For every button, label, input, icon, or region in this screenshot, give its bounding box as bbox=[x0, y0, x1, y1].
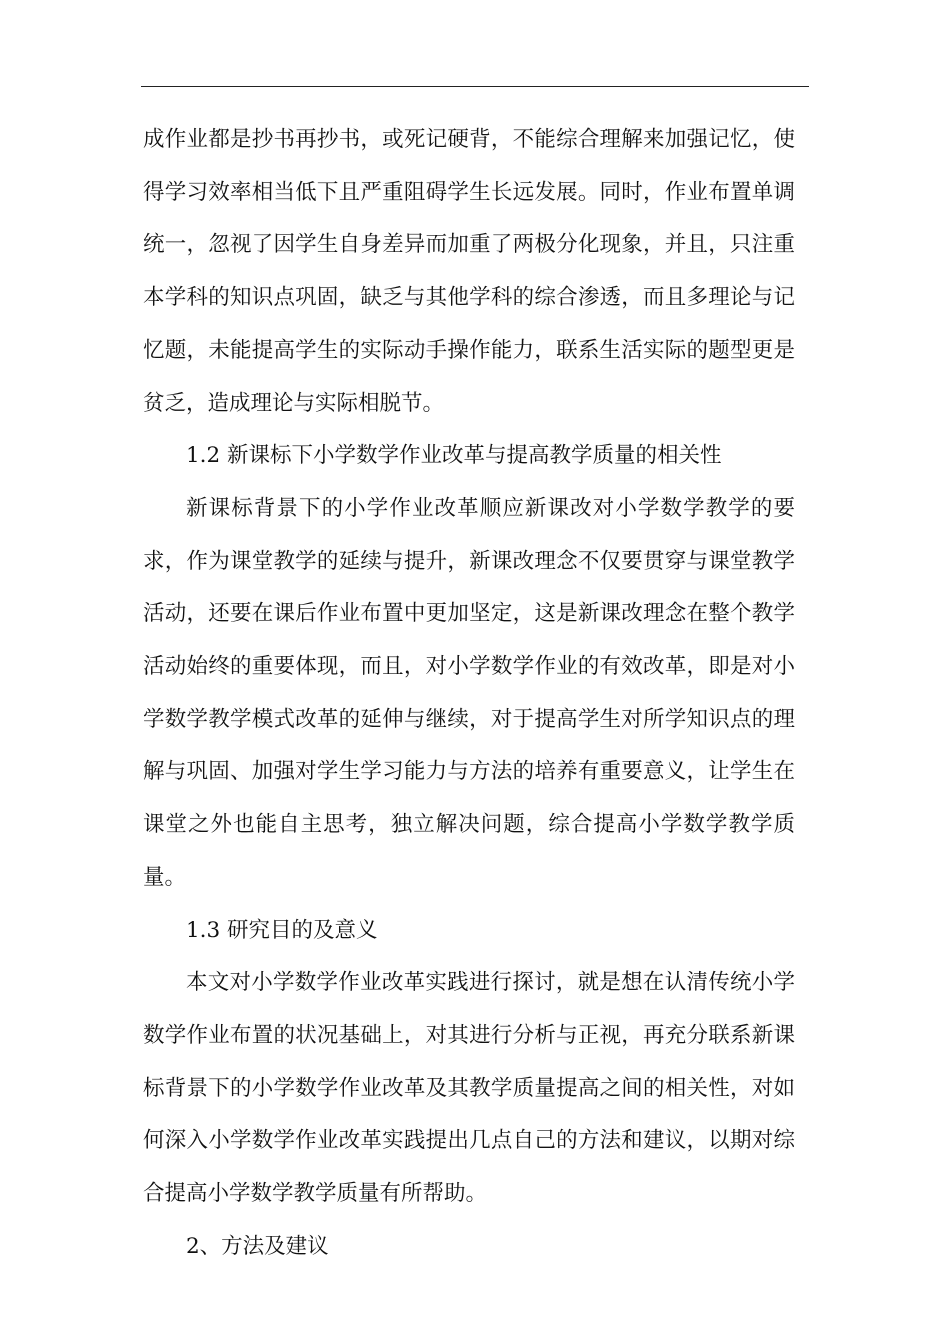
header-rule bbox=[141, 86, 809, 87]
body-paragraph-purpose: 本文对小学数学作业改革实践进行探讨，就是想在认清传统小学数学作业布置的状况基础上，对其进行分析与正视，再充分联系新课标背景下的小学数学作业改革及其教学质量提高之间的相关性，对如何深入小学数学作业改革实践提出几点自己的方法和建议，以期对综合提高小学数学教学质量有所帮助。 bbox=[143, 970, 795, 1207]
section-heading-2: 2、方法及建议 bbox=[186, 1233, 329, 1259]
body-paragraph-continuation: 成作业都是抄书再抄书，或死记硬背，不能综合理解来加强记忆，使得学习效率相当低下且严重阻碍学生长远发展。同时，作业布置单调统一，忽视了因学生自身差异而加重了两极分化现象，并且，只注重本学科的知识点巩固，缺乏与其他学科的综合渗透，而且多理论与记忆题，未能提高学生的实际动手操作能力，联系生活实际的题型更是贫乏，造成理论与实际相脱节。 bbox=[143, 127, 795, 416]
body-paragraph-relevance: 新课标背景下的小学作业改革顺应新课改对小学数学教学的要求，作为课堂教学的延续与提升，新课改理念不仅要贯穿与课堂教学活动，还要在课后作业布置中更加坚定，这是新课改理念在整个教学活动始终的重要体现，而且，对小学数学作业的有效改革，即是对小学数学教学模式改革的延伸与继续，对于提高学生对所学知识点的理解与巩固、加强对学生学习能力与方法的培养有重要意义，让学生在课堂之外也能自主思考，独立解决问题，综合提高小学数学教学质量。 bbox=[143, 495, 795, 890]
section-heading-1-2: 1.2 新课标下小学数学作业改革与提高教学质量的相关性 bbox=[186, 443, 722, 469]
section-heading-1-3: 1.3 研究目的及意义 bbox=[186, 917, 378, 943]
document-body bbox=[143, 114, 795, 1273]
